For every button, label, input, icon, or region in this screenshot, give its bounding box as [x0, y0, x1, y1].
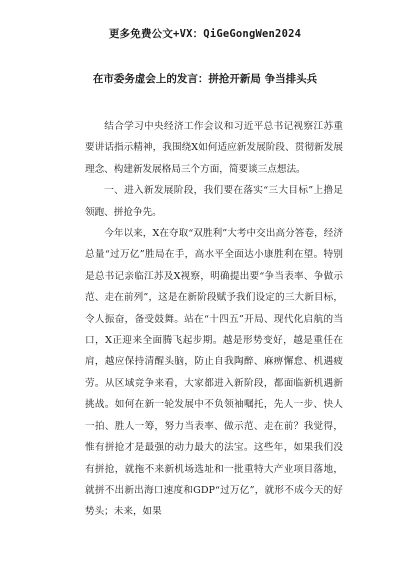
- paragraph-section-heading: 一、进入新发展阶段，我们要在落实“三大目标”上撸足领跑、拼抢争先。: [85, 185, 343, 218]
- watermark-header: 更多免费公文+VX：QiGeGongWen2024: [108, 28, 302, 40]
- document-title: 在市委务虚会上的发言：拼抢开新局 争当排头兵: [92, 73, 318, 85]
- paragraph-intro: 结合学习中央经济工作会议和习近平总书记视察江苏重要讲话指示精神，我围绕X如何适应新发展阶段、贯彻新发展理念、构建新发展格局三个方面，简要谈三点想法。: [85, 121, 343, 175]
- document-body: [85, 116, 343, 523]
- paragraph-main: 今年以来，X在夺取“双胜利”大考中交出高分答卷，经济总量“过万亿”胜局在手，高水平全面达小康胜利在望。特别是总书记亲临江苏及X视察，明确提出要“争当表率、争做示范、走在前列”，这是在新阶段赋予我们设定的三大新目标，令人振奋，备受鼓舞。站在“十四五”开局、现代化启航的当口，X正迎来全面腾飞起步期。越是形势变好，越是重任在肩，越应保持清醒头脑，防止自我陶醉、麻痹懈怠、机遇疲劳。从区域竞争来看，大家都进入新阶段，都面临新机遇新挑战。如何在新一轮发展中不负领袖嘱托，先人一步、快人一拍、胜人一筹，努力当表率、做示范、走在前？我觉得，惟有拼抢才是最强的动力最大的法宝。这些年，如果我们没有拼抢，就拖不来新机场选址和一批重特大产业项目落地，就拼不出新出海口速度和GDP“过万亿”，就形不成今天的好势头；未来，如果: [85, 228, 343, 518]
